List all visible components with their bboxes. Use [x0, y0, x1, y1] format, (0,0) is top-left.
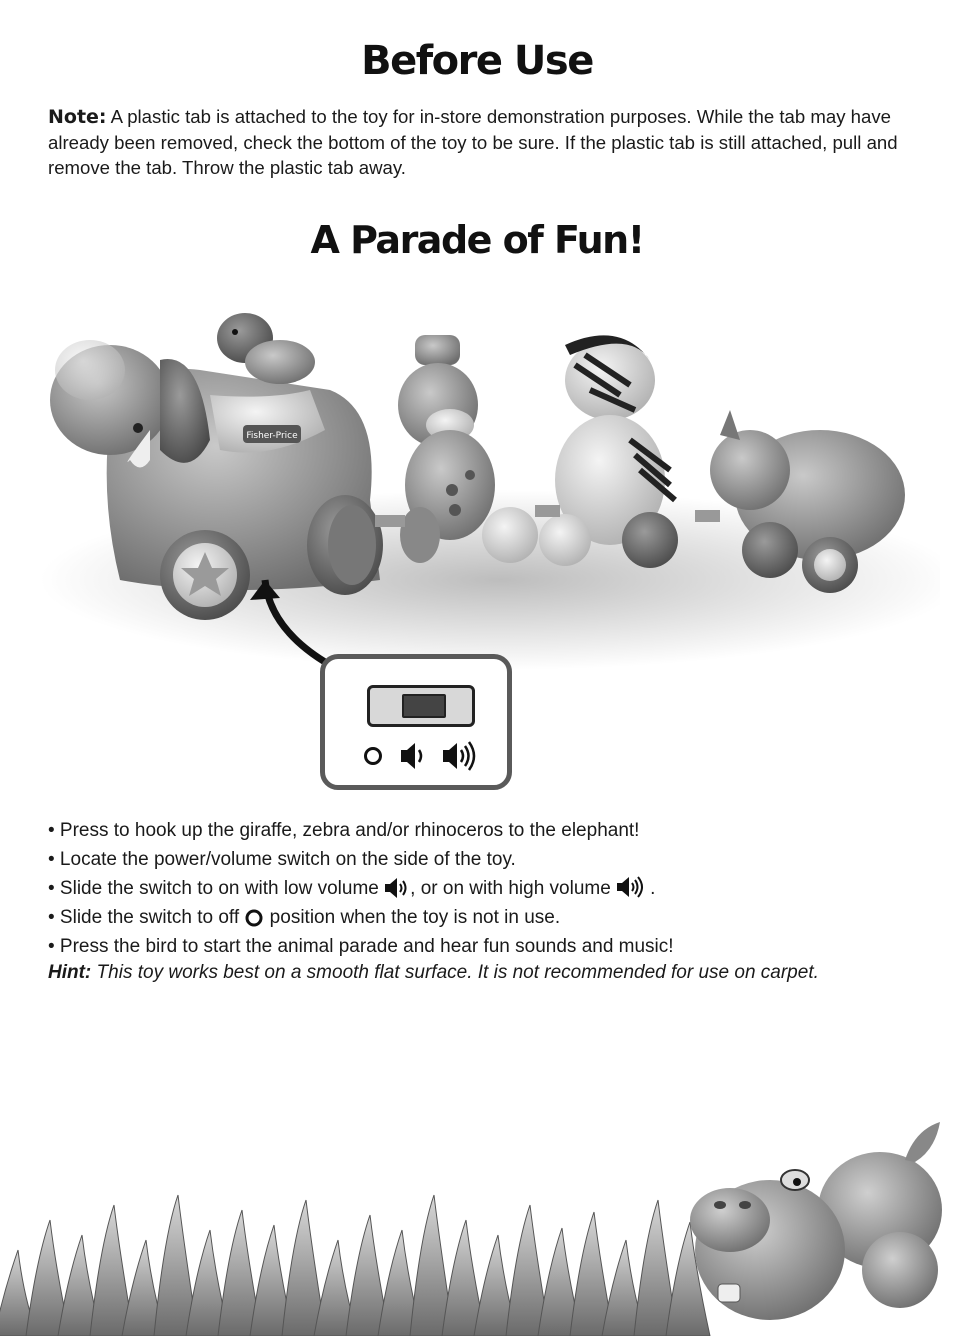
note-paragraph	[48, 104, 918, 180]
giraffe-toy	[398, 335, 538, 563]
brand-badge: Fisher-Price	[246, 431, 298, 441]
grass-blades	[0, 1195, 710, 1336]
hint-text: This toy works best on a smooth flat surface. It is not recommended for use on carpet.	[91, 962, 819, 983]
list-item: • Slide the switch to on with low volume , or on with high volume .	[48, 878, 656, 899]
high-volume-icon	[443, 742, 474, 770]
grass-hippo-illustration	[0, 1100, 954, 1336]
power-volume-switch-callout	[320, 654, 512, 790]
list-item: • Slide the switch to off position when the toy is not in use.	[48, 907, 561, 928]
bird-button	[217, 313, 315, 384]
list-item: • Press to hook up the giraffe, zebra and/or rhinoceros to the elephant!	[48, 820, 640, 841]
low-volume-icon	[401, 743, 421, 769]
off-circle-icon	[366, 749, 381, 764]
toy-parade-photo	[30, 300, 940, 680]
hint-label: Hint:	[48, 962, 92, 983]
instruction-list	[48, 816, 928, 961]
low-volume-icon	[384, 878, 410, 898]
before-use-heading: Before Use	[361, 38, 593, 84]
high-volume-icon	[616, 876, 650, 898]
hint-paragraph	[48, 962, 819, 984]
note-text: A plastic tab is attached to the toy for in-store demonstration purposes. While the tab may have already been removed, check the bottom of the toy to be sure. If the plastic tab is still attached, pull and remove the tab. Throw the plastic tab away.	[48, 106, 898, 178]
list-item: • Press the bird to start the animal parade and hear fun sounds and music!	[48, 936, 674, 957]
note-label: Note:	[48, 106, 107, 128]
switch-knob	[402, 694, 446, 718]
zebra-toy	[539, 335, 678, 568]
switch-position-icons	[363, 739, 483, 773]
hippo-icon	[690, 1122, 942, 1320]
off-circle-icon	[244, 907, 264, 927]
power-volume-switch	[367, 685, 475, 727]
list-item: • Locate the power/volume switch on the side of the toy.	[48, 849, 516, 870]
parade-heading: A Parade of Fun!	[310, 218, 644, 262]
